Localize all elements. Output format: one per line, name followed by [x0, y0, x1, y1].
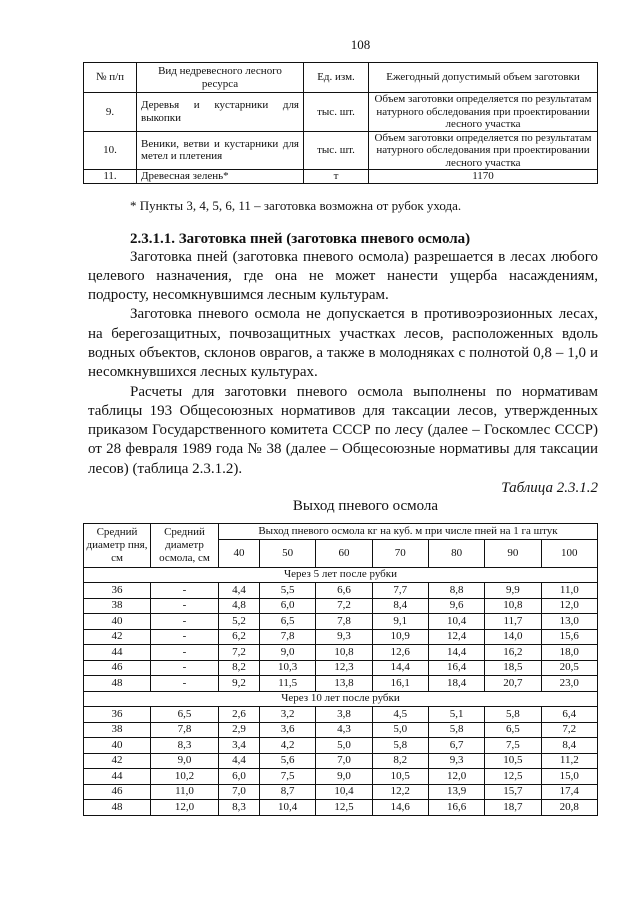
- yield-value: 10,5: [485, 753, 541, 769]
- resource-name-line: метел и плетения: [141, 150, 223, 163]
- header-resource: Вид недревесного лесного ресурса: [137, 63, 304, 93]
- yield-value: 17,4: [541, 784, 597, 800]
- yield-value: 10,9: [372, 629, 428, 645]
- table-row: [84, 707, 598, 723]
- stump-count-header: 70: [372, 539, 428, 567]
- yield-value: 5,5: [260, 583, 316, 599]
- yield-value: 9,9: [485, 583, 541, 599]
- table-caption: Таблица 2.3.1.2: [501, 480, 598, 497]
- section-heading: 2.3.1.1. Заготовка пней (заготовка пневого осмола): [130, 230, 471, 247]
- stump-count-header: 80: [428, 539, 484, 567]
- table-row: [84, 722, 598, 738]
- paragraph: Заготовка пневого осмола не допускается в противоэрозионных лесах, на берегозащитных, почвозащитных участках лесов, расположенных вдоль водных объектов, склонов оврагов, а также в молодняках с полнотой 0,8 – 1,0 и несомкнувшихся лесных культурах.: [88, 306, 598, 381]
- stump-diameter: 48: [84, 676, 151, 692]
- stump-count-header: 50: [260, 539, 316, 567]
- stump-diameter: 38: [84, 722, 151, 738]
- yield-value: 6,5: [485, 722, 541, 738]
- stump-diameter: 48: [84, 800, 151, 816]
- yield-value: 4,5: [372, 707, 428, 723]
- table-row: [84, 583, 598, 599]
- page-number: 108: [350, 37, 371, 52]
- yield-value: 7,8: [316, 614, 372, 630]
- yield-value: 6,2: [219, 629, 260, 645]
- resource-name-line: Веники, ветви и кустарники для: [141, 137, 299, 150]
- yield-value: 4,2: [260, 738, 316, 754]
- yield-value: 7,5: [260, 769, 316, 785]
- yield-value: 13,9: [428, 784, 484, 800]
- resin-yield-table: [83, 523, 598, 816]
- table-title: Выход пневого осмола: [292, 498, 439, 515]
- yield-value: 8,8: [428, 583, 484, 599]
- annual-volume: Объем заготовки определяется по результатам натурного обследования при проектировании лесного участка: [369, 131, 598, 170]
- resource-name: [137, 170, 304, 184]
- yield-value: 16,4: [428, 660, 484, 676]
- resin-diameter: -: [151, 614, 219, 630]
- resource-name: [137, 93, 304, 132]
- yield-value: 15,0: [541, 769, 597, 785]
- yield-value: 7,2: [541, 722, 597, 738]
- yield-value: 12,5: [316, 800, 372, 816]
- table-row: [84, 769, 598, 785]
- yield-value: 8,3: [219, 800, 260, 816]
- yield-value: 7,2: [316, 598, 372, 614]
- yield-value: 4,3: [316, 722, 372, 738]
- section-label: Через 5 лет после рубки: [84, 567, 598, 583]
- yield-value: 14,6: [372, 800, 428, 816]
- yield-value: 9,0: [316, 769, 372, 785]
- section-row: [84, 691, 598, 707]
- stump-count-header: 90: [485, 539, 541, 567]
- table-row: [84, 753, 598, 769]
- yield-value: 6,5: [260, 614, 316, 630]
- yield-value: 9,1: [372, 614, 428, 630]
- yield-value: 5,8: [428, 722, 484, 738]
- yield-value: 6,0: [219, 769, 260, 785]
- resource-name: [137, 131, 304, 170]
- resin-diameter: -: [151, 676, 219, 692]
- paragraph: Заготовка пней (заготовка пневого осмола) разрешается в лесах любого целевого назначения, где она не может нанести ущерба насаждениям, подросту, несомкнувшимся лесным культурам.: [88, 248, 598, 304]
- stump-diameter: 36: [84, 583, 151, 599]
- yield-value: 8,2: [372, 753, 428, 769]
- resin-diameter: 11,0: [151, 784, 219, 800]
- resource-name-line: Древесная зелень*: [141, 170, 229, 182]
- stump-diameter: 44: [84, 769, 151, 785]
- stump-diameter: 42: [84, 629, 151, 645]
- yield-value: 4,8: [219, 598, 260, 614]
- yield-value: 3,2: [260, 707, 316, 723]
- yield-value: 7,0: [219, 784, 260, 800]
- resin-diameter: -: [151, 629, 219, 645]
- yield-value: 20,8: [541, 800, 597, 816]
- yield-value: 23,0: [541, 676, 597, 692]
- yield-value: 6,4: [541, 707, 597, 723]
- table-row: [84, 660, 598, 676]
- resin-diameter: 12,0: [151, 800, 219, 816]
- stump-diameter: 40: [84, 614, 151, 630]
- yield-value: 2,6: [219, 707, 260, 723]
- yield-value: 14,4: [428, 645, 484, 661]
- yield-value: 8,2: [219, 660, 260, 676]
- yield-value: 10,8: [316, 645, 372, 661]
- yield-value: 11,7: [485, 614, 541, 630]
- yield-value: 7,7: [372, 583, 428, 599]
- body-text: [88, 248, 598, 480]
- yield-value: 10,5: [372, 769, 428, 785]
- resin-diameter: -: [151, 660, 219, 676]
- yield-value: 18,7: [485, 800, 541, 816]
- resource-table: [83, 62, 598, 184]
- resource-name-line: выкопки: [141, 111, 181, 124]
- resin-diameter: 8,3: [151, 738, 219, 754]
- yield-value: 14,0: [485, 629, 541, 645]
- header-volume: Ежегодный допустимый объем заготовки: [369, 63, 598, 93]
- yield-value: 5,0: [372, 722, 428, 738]
- section-row: [84, 567, 598, 583]
- table-row: [84, 645, 598, 661]
- yield-value: 7,5: [485, 738, 541, 754]
- table-row: [84, 738, 598, 754]
- yield-value: 5,2: [219, 614, 260, 630]
- resin-diameter: -: [151, 598, 219, 614]
- yield-value: 13,0: [541, 614, 597, 630]
- yield-value: 12,4: [428, 629, 484, 645]
- yield-value: 3,8: [316, 707, 372, 723]
- yield-value: 6,0: [260, 598, 316, 614]
- table-row: [84, 170, 598, 184]
- yield-value: 3,6: [260, 722, 316, 738]
- table-row: [84, 614, 598, 630]
- yield-value: 15,7: [485, 784, 541, 800]
- paragraph: Расчеты для заготовки пневого осмола выполнены по нормативам таблицы 193 Общесоюзных нормативов для таксации лесов, утвержденных приказом Государственного комитета СССР по лесу (далее – Госкомлес СССР) от 28 февраля 1989 года № 38 (далее – Общесоюзные нормативы для таксации лесов) (таблица 2.3.1.2).: [88, 383, 598, 477]
- yield-value: 18,5: [485, 660, 541, 676]
- yield-value: 8,4: [372, 598, 428, 614]
- stump-count-header: 40: [219, 539, 260, 567]
- table-row: [84, 598, 598, 614]
- yield-value: 8,4: [541, 738, 597, 754]
- resin-diameter: -: [151, 645, 219, 661]
- annual-volume: 1170: [369, 170, 598, 184]
- stump-diameter: 44: [84, 645, 151, 661]
- yield-value: 16,6: [428, 800, 484, 816]
- yield-value: 9,0: [260, 645, 316, 661]
- unit: т: [304, 170, 369, 184]
- table-row: [84, 784, 598, 800]
- yield-value: 11,0: [541, 583, 597, 599]
- yield-value: 10,4: [316, 784, 372, 800]
- yield-value: 12,0: [428, 769, 484, 785]
- yield-value: 14,4: [372, 660, 428, 676]
- annual-volume: Объем заготовки определяется по результатам натурного обследования при проектировании лесного участка: [369, 93, 598, 132]
- stump-count-header: 100: [541, 539, 597, 567]
- yield-value: 12,5: [485, 769, 541, 785]
- yield-value: 5,8: [372, 738, 428, 754]
- header-unit: Ед. изм.: [304, 63, 369, 93]
- header-yield-group: Выход пневого осмола кг на куб. м при числе пней на 1 га штук: [219, 524, 598, 540]
- resin-diameter: 6,5: [151, 707, 219, 723]
- stump-diameter: 42: [84, 753, 151, 769]
- unit: тыс. шт.: [304, 131, 369, 170]
- yield-value: 12,0: [541, 598, 597, 614]
- yield-value: 10,4: [260, 800, 316, 816]
- yield-value: 10,4: [428, 614, 484, 630]
- yield-value: 5,1: [428, 707, 484, 723]
- yield-value: 7,0: [316, 753, 372, 769]
- yield-value: 16,2: [485, 645, 541, 661]
- yield-value: 4,4: [219, 753, 260, 769]
- yield-value: 9,2: [219, 676, 260, 692]
- yield-value: 8,7: [260, 784, 316, 800]
- header-resin-diameter: Средний диаметр осмола, см: [151, 524, 219, 568]
- row-number: 11.: [84, 170, 137, 184]
- yield-value: 4,4: [219, 583, 260, 599]
- stump-diameter: 36: [84, 707, 151, 723]
- yield-value: 12,3: [316, 660, 372, 676]
- yield-value: 6,6: [316, 583, 372, 599]
- table-row: [84, 800, 598, 816]
- section-label: Через 10 лет после рубки: [84, 691, 598, 707]
- yield-value: 6,7: [428, 738, 484, 754]
- yield-value: 18,4: [428, 676, 484, 692]
- stump-diameter: 38: [84, 598, 151, 614]
- yield-value: 9,3: [428, 753, 484, 769]
- resin-diameter: 9,0: [151, 753, 219, 769]
- stump-diameter: 46: [84, 784, 151, 800]
- yield-value: 7,2: [219, 645, 260, 661]
- yield-value: 11,2: [541, 753, 597, 769]
- yield-value: 5,8: [485, 707, 541, 723]
- yield-value: 13,8: [316, 676, 372, 692]
- table-row: [84, 131, 598, 170]
- yield-value: 10,3: [260, 660, 316, 676]
- header-num: № п/п: [84, 63, 137, 93]
- resource-name-line: Деревья и кустарники для: [141, 99, 299, 112]
- resin-diameter: 7,8: [151, 722, 219, 738]
- row-number: 10.: [84, 131, 137, 170]
- stump-diameter: 40: [84, 738, 151, 754]
- resin-diameter: -: [151, 583, 219, 599]
- table-row: [84, 93, 598, 132]
- table-row: [84, 676, 598, 692]
- yield-value: 9,6: [428, 598, 484, 614]
- yield-value: 7,8: [260, 629, 316, 645]
- yield-value: 3,4: [219, 738, 260, 754]
- yield-value: 9,3: [316, 629, 372, 645]
- unit: тыс. шт.: [304, 93, 369, 132]
- yield-value: 5,0: [316, 738, 372, 754]
- resin-diameter: 10,2: [151, 769, 219, 785]
- yield-value: 5,6: [260, 753, 316, 769]
- yield-value: 2,9: [219, 722, 260, 738]
- yield-value: 20,5: [541, 660, 597, 676]
- yield-value: 18,0: [541, 645, 597, 661]
- yield-value: 12,2: [372, 784, 428, 800]
- stump-diameter: 46: [84, 660, 151, 676]
- row-number: 9.: [84, 93, 137, 132]
- yield-value: 10,8: [485, 598, 541, 614]
- yield-value: 16,1: [372, 676, 428, 692]
- footnote: * Пункты 3, 4, 5, 6, 11 – заготовка возможна от рубок ухода.: [130, 197, 462, 213]
- yield-value: 15,6: [541, 629, 597, 645]
- yield-value: 11,5: [260, 676, 316, 692]
- yield-value: 12,6: [372, 645, 428, 661]
- stump-count-header: 60: [316, 539, 372, 567]
- header-stump-diameter: Средний диаметр пня, см: [84, 524, 151, 568]
- yield-value: 20,7: [485, 676, 541, 692]
- table-row: [84, 629, 598, 645]
